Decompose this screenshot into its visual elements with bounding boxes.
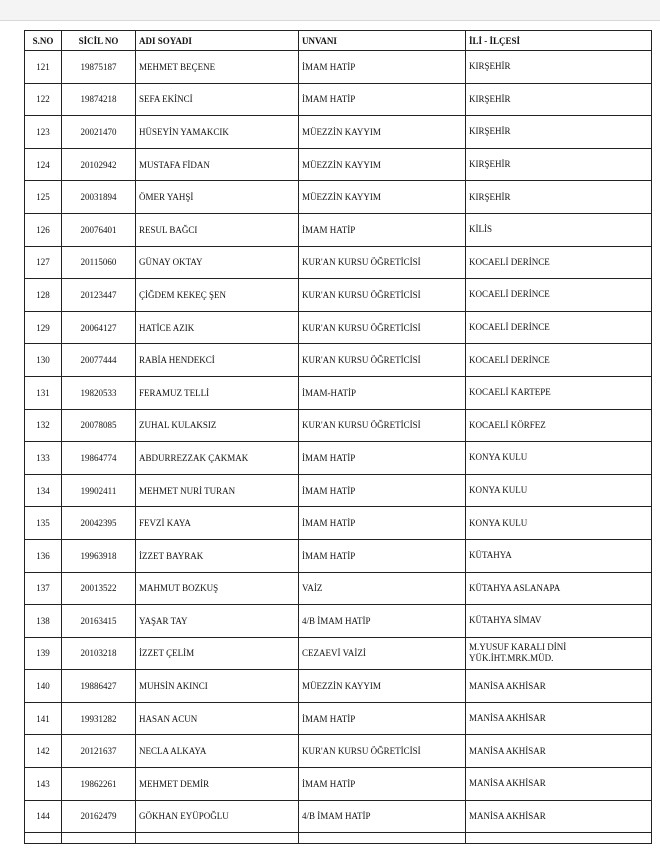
cell-adi-soyadi: YAŞAR TAY — [136, 605, 299, 638]
cell-adi-soyadi: MUSTAFA FİDAN — [136, 148, 299, 181]
cell-ili-ilcesi: MANİSA AKHİSAR — [466, 735, 652, 768]
cell-adi-soyadi: ABDURREZZAK ÇAKMAK — [136, 442, 299, 475]
cell-sicil-no: 20163415 — [62, 605, 136, 638]
cell-sicil-no: 19820533 — [62, 376, 136, 409]
cell-sicil-no: 19875187 — [62, 51, 136, 84]
table-row — [25, 442, 652, 475]
cell-sno: 143 — [25, 768, 62, 801]
cell-unvani: KUR'AN KURSU ÖĞRETİCİSİ — [299, 344, 466, 377]
cell-unvani: 4/B İMAM HATİP — [299, 605, 466, 638]
cell-sicil-no: 20121637 — [62, 735, 136, 768]
cell-sicil-no: 20078085 — [62, 409, 136, 442]
cell-ili-ilcesi: KOCAELİ DERİNCE — [466, 279, 652, 312]
cell-sno: 137 — [25, 572, 62, 605]
personnel-table — [24, 30, 652, 844]
cell-ili-ilcesi: KÜTAHYA ASLANAPA — [466, 572, 652, 605]
cell-sno: 132 — [25, 409, 62, 442]
cell-sicil-no: 19874218 — [62, 83, 136, 116]
cell-sno: 140 — [25, 670, 62, 703]
cell-adi-soyadi: GÖKHAN EYÜPOĞLU — [136, 800, 299, 833]
cell-unvani: MÜEZZİN KAYYIM — [299, 181, 466, 214]
cell-sicil-no: 19931282 — [62, 702, 136, 735]
cell-adi-soyadi: İZZET BAYRAK — [136, 539, 299, 572]
cell-adi-soyadi: RABİA HENDEKCİ — [136, 344, 299, 377]
cell-adi-soyadi: NECLA ALKAYA — [136, 735, 299, 768]
cell-sno: 127 — [25, 246, 62, 279]
table-row — [25, 246, 652, 279]
table-row — [25, 51, 652, 84]
cell-ili-ilcesi: KONYA KULU — [466, 507, 652, 540]
cell-adi-soyadi: MEHMET BEÇENE — [136, 51, 299, 84]
table-row — [25, 637, 652, 670]
cell-sno: 141 — [25, 702, 62, 735]
cell-adi-soyadi: İZZET ÇELİM — [136, 637, 299, 670]
cell-ili-ilcesi: KOCAELİ DERİNCE — [466, 246, 652, 279]
table-row — [25, 572, 652, 605]
cell-sno: 144 — [25, 800, 62, 833]
cell-sicil-no: 20021470 — [62, 116, 136, 149]
cell-empty — [466, 833, 652, 844]
cell-adi-soyadi: HÜSEYİN YAMAKCIK — [136, 116, 299, 149]
cell-unvani: İMAM HATİP — [299, 507, 466, 540]
table-row — [25, 376, 652, 409]
table-row — [25, 279, 652, 312]
cell-unvani: MÜEZZİN KAYYIM — [299, 670, 466, 703]
cell-sno: 139 — [25, 637, 62, 670]
document-table-container — [24, 30, 651, 844]
cell-empty — [25, 833, 62, 844]
cell-sicil-no: 20162479 — [62, 800, 136, 833]
header-unvani: UNVANI — [299, 31, 466, 51]
cell-sno: 138 — [25, 605, 62, 638]
cell-sicil-no: 20102942 — [62, 148, 136, 181]
cell-sicil-no: 20077444 — [62, 344, 136, 377]
cell-unvani: İMAM HATİP — [299, 539, 466, 572]
cell-sicil-no: 20103218 — [62, 637, 136, 670]
cell-unvani: İMAM-HATİP — [299, 376, 466, 409]
cell-unvani: KUR'AN KURSU ÖĞRETİCİSİ — [299, 735, 466, 768]
cell-sicil-no: 20031894 — [62, 181, 136, 214]
cell-ili-ilcesi: KOCAELİ DERİNCE — [466, 311, 652, 344]
cell-ili-ilcesi: MANİSA AKHİSAR — [466, 768, 652, 801]
cell-adi-soyadi: MUHSİN AKINCI — [136, 670, 299, 703]
cell-sno: 134 — [25, 474, 62, 507]
cell-ili-ilcesi: KIRŞEHİR — [466, 83, 652, 116]
cell-sicil-no: 19864774 — [62, 442, 136, 475]
cell-adi-soyadi: ZUHAL KULAKSIZ — [136, 409, 299, 442]
cell-adi-soyadi: RESUL BAĞCI — [136, 213, 299, 246]
table-body — [25, 51, 652, 844]
cell-sicil-no: 20064127 — [62, 311, 136, 344]
cell-ili-ilcesi: KOCAELİ KÖRFEZ — [466, 409, 652, 442]
cell-adi-soyadi: GÜNAY OKTAY — [136, 246, 299, 279]
cell-sno: 136 — [25, 539, 62, 572]
table-row — [25, 213, 652, 246]
cell-adi-soyadi: ÇİĞDEM KEKEÇ ŞEN — [136, 279, 299, 312]
cell-unvani: VAİZ — [299, 572, 466, 605]
cell-unvani: İMAM HATİP — [299, 702, 466, 735]
cell-unvani: KUR'AN KURSU ÖĞRETİCİSİ — [299, 279, 466, 312]
cell-sno: 122 — [25, 83, 62, 116]
table-row — [25, 311, 652, 344]
table-row — [25, 768, 652, 801]
cell-ili-ilcesi: KİLİS — [466, 213, 652, 246]
table-row-partial — [25, 833, 652, 844]
cell-empty — [136, 833, 299, 844]
cell-sno: 131 — [25, 376, 62, 409]
table-row — [25, 116, 652, 149]
cell-unvani: İMAM HATİP — [299, 213, 466, 246]
header-sno: S.NO — [25, 31, 62, 51]
table-row — [25, 735, 652, 768]
cell-sno: 126 — [25, 213, 62, 246]
cell-adi-soyadi: ÖMER YAHŞİ — [136, 181, 299, 214]
cell-empty — [62, 833, 136, 844]
cell-ili-ilcesi: KÜTAHYA — [466, 539, 652, 572]
cell-unvani: İMAM HATİP — [299, 51, 466, 84]
cell-sno: 121 — [25, 51, 62, 84]
cell-ili-ilcesi: KÜTAHYA SİMAV — [466, 605, 652, 638]
cell-unvani: KUR'AN KURSU ÖĞRETİCİSİ — [299, 246, 466, 279]
header-sicil-no: SİCİL NO — [62, 31, 136, 51]
cell-ili-ilcesi: KONYA KULU — [466, 442, 652, 475]
cell-unvani: KUR'AN KURSU ÖĞRETİCİSİ — [299, 311, 466, 344]
cell-adi-soyadi: FEVZİ KAYA — [136, 507, 299, 540]
cell-sno: 130 — [25, 344, 62, 377]
header-ili-ilcesi: İLİ - İLÇESİ — [466, 31, 652, 51]
cell-sicil-no: 20042395 — [62, 507, 136, 540]
table-row — [25, 800, 652, 833]
cell-unvani: İMAM HATİP — [299, 442, 466, 475]
table-row — [25, 702, 652, 735]
cell-sno: 123 — [25, 116, 62, 149]
cell-sicil-no: 20115060 — [62, 246, 136, 279]
table-row — [25, 409, 652, 442]
cell-sno: 125 — [25, 181, 62, 214]
table-row — [25, 507, 652, 540]
cell-ili-ilcesi: KIRŞEHİR — [466, 148, 652, 181]
table-row — [25, 605, 652, 638]
cell-adi-soyadi: MEHMET DEMİR — [136, 768, 299, 801]
viewer-top-bar — [0, 0, 660, 21]
cell-unvani: KUR'AN KURSU ÖĞRETİCİSİ — [299, 409, 466, 442]
table-row — [25, 474, 652, 507]
cell-unvani: CEZAEVİ VAİZİ — [299, 637, 466, 670]
cell-adi-soyadi: HATİCE AZIK — [136, 311, 299, 344]
cell-ili-ilcesi: KOCAELİ KARTEPE — [466, 376, 652, 409]
table-row — [25, 344, 652, 377]
cell-sicil-no: 20123447 — [62, 279, 136, 312]
header-adi-soyadi: ADI SOYADI — [136, 31, 299, 51]
cell-unvani: 4/B İMAM HATİP — [299, 800, 466, 833]
cell-unvani: İMAM HATİP — [299, 768, 466, 801]
cell-adi-soyadi: MEHMET NURİ TURAN — [136, 474, 299, 507]
cell-unvani: İMAM HATİP — [299, 474, 466, 507]
cell-ili-ilcesi: M.YUSUF KARALI DİNİ YÜK.İHT.MRK.MÜD. — [466, 637, 652, 670]
cell-empty — [299, 833, 466, 844]
cell-sno: 128 — [25, 279, 62, 312]
cell-sno: 124 — [25, 148, 62, 181]
table-header-row — [25, 31, 652, 51]
cell-ili-ilcesi: KOCAELİ DERİNCE — [466, 344, 652, 377]
cell-sicil-no: 19862261 — [62, 768, 136, 801]
cell-ili-ilcesi: KONYA KULU — [466, 474, 652, 507]
cell-adi-soyadi: FERAMUZ TELLİ — [136, 376, 299, 409]
table-row — [25, 539, 652, 572]
table-row — [25, 83, 652, 116]
cell-sno: 142 — [25, 735, 62, 768]
cell-adi-soyadi: SEFA EKİNCİ — [136, 83, 299, 116]
cell-sno: 135 — [25, 507, 62, 540]
cell-unvani: MÜEZZİN KAYYIM — [299, 116, 466, 149]
cell-sicil-no: 19902411 — [62, 474, 136, 507]
cell-unvani: İMAM HATİP — [299, 83, 466, 116]
table-row — [25, 148, 652, 181]
cell-sicil-no: 20076401 — [62, 213, 136, 246]
cell-adi-soyadi: MAHMUT BOZKUŞ — [136, 572, 299, 605]
cell-unvani: MÜEZZİN KAYYIM — [299, 148, 466, 181]
cell-ili-ilcesi: KIRŞEHİR — [466, 116, 652, 149]
cell-ili-ilcesi: KIRŞEHİR — [466, 51, 652, 84]
table-row — [25, 670, 652, 703]
cell-sicil-no: 19886427 — [62, 670, 136, 703]
cell-ili-ilcesi: MANİSA AKHİSAR — [466, 702, 652, 735]
cell-sno: 129 — [25, 311, 62, 344]
cell-ili-ilcesi: KIRŞEHİR — [466, 181, 652, 214]
cell-ili-ilcesi: MANİSA AKHİSAR — [466, 670, 652, 703]
cell-sicil-no: 20013522 — [62, 572, 136, 605]
cell-sno: 133 — [25, 442, 62, 475]
cell-ili-ilcesi: MANİSA AKHİSAR — [466, 800, 652, 833]
cell-adi-soyadi: HASAN ACUN — [136, 702, 299, 735]
cell-sicil-no: 19963918 — [62, 539, 136, 572]
table-row — [25, 181, 652, 214]
